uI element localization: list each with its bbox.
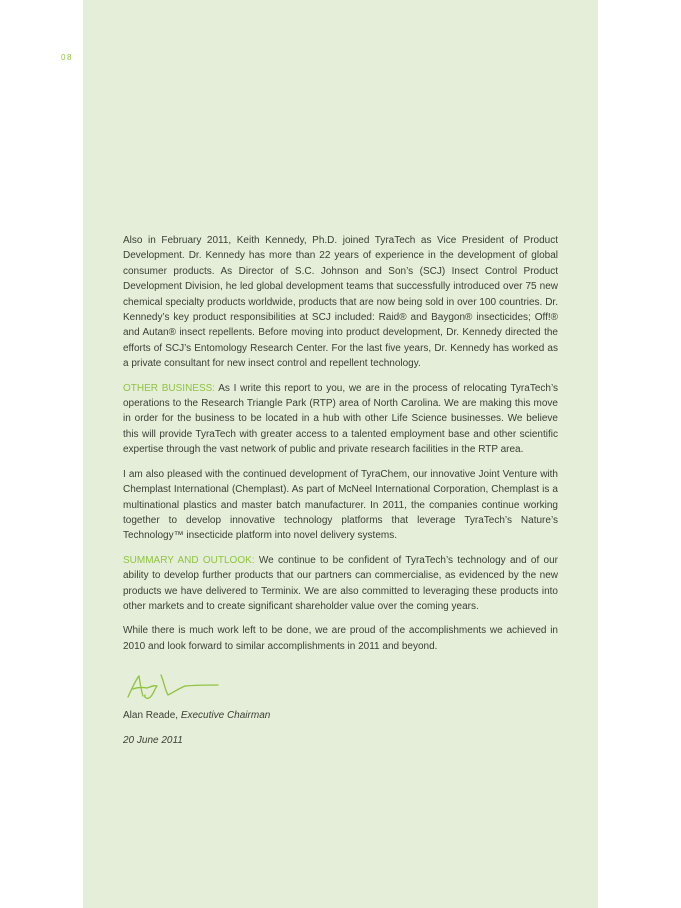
page-number: 08 bbox=[61, 53, 73, 62]
signoff-name: Alan Reade, bbox=[123, 710, 179, 722]
paragraph-summary-outlook bbox=[123, 553, 558, 615]
paragraph-closing bbox=[123, 623, 558, 654]
section-heading-summary-outlook: SUMMARY AND OUTLOOK: bbox=[123, 554, 255, 566]
paragraph-other-business bbox=[123, 381, 558, 458]
paragraph-text: Also in February 2011, Keith Kennedy, Ph.D. joined TyraTech as Vice President of Product Development. Dr. Kennedy has more than 22 years of experience in the development of global consumer products. As Director of S.C. Johnson and Son’s (SCJ) Insect Control Product Development Division, he led global development teams that successfully introduced over 75 new chemical specialty products worldwide, products that are now being sold in over 100 countries. Dr. Kennedy’s key product responsibilities at SCJ included: Raid® and Baygon® insecticides; Off!® and Autan® insect repellents. Before moving into product development, Dr. Kennedy directed the efforts of SCJ’s Entomology Research Center. For the last five years, Dr. Kennedy has worked as a private consultant for new insect control and repellent technology. bbox=[123, 235, 558, 370]
paragraph-text: While there is much work left to be done, we are proud of the accomplishments we achieved in 2010 and look forward to similar accomplishments in 2011 and beyond. bbox=[123, 625, 558, 652]
section-heading-other-business: OTHER BUSINESS: bbox=[123, 382, 216, 394]
signoff-line bbox=[123, 708, 558, 723]
signature-image bbox=[125, 672, 221, 702]
paragraph-tyrachem bbox=[123, 467, 558, 544]
letter-body bbox=[123, 233, 558, 757]
paragraph-text: As I write this report to you, we are in the process of relocating TyraTech’s operations to the Research Triangle Park (RTP) area of North Carolina. We are making this move in order for the business to be located in a hub with other Life Science businesses. We believe this will provide TyraTech with greater access to a talented employment base and other scientific expertise through the vast network of public and private research facilities in the RTP area. bbox=[123, 382, 558, 456]
paragraph-text: We continue to be confident of TyraTech’s technology and of our ability to develop further products that our partners can commercialise, as evidenced by the new products we have delivered to Terminix. We are also committed to leveraging these products into other markets and to create significant shareholder value over the coming years. bbox=[123, 554, 559, 612]
paragraph-text: I am also pleased with the continued development of TyraChem, our innovative Joint Venture with Chemplast International (Chemplast). As part of McNeel International Corporation, Chemplast is a multinational plastics and master batch manufacturer. In 2011, the companies continue working together to develop innovative technology platforms that leverage TyraTech’s Nature’s Technology™ insecticide platform into novel delivery systems. bbox=[123, 468, 558, 542]
paragraph-kennedy bbox=[123, 233, 558, 372]
signoff-title: Executive Chairman bbox=[180, 710, 271, 722]
signoff-date-line bbox=[123, 733, 558, 748]
signoff-date: 20 June 2011 bbox=[123, 734, 183, 746]
